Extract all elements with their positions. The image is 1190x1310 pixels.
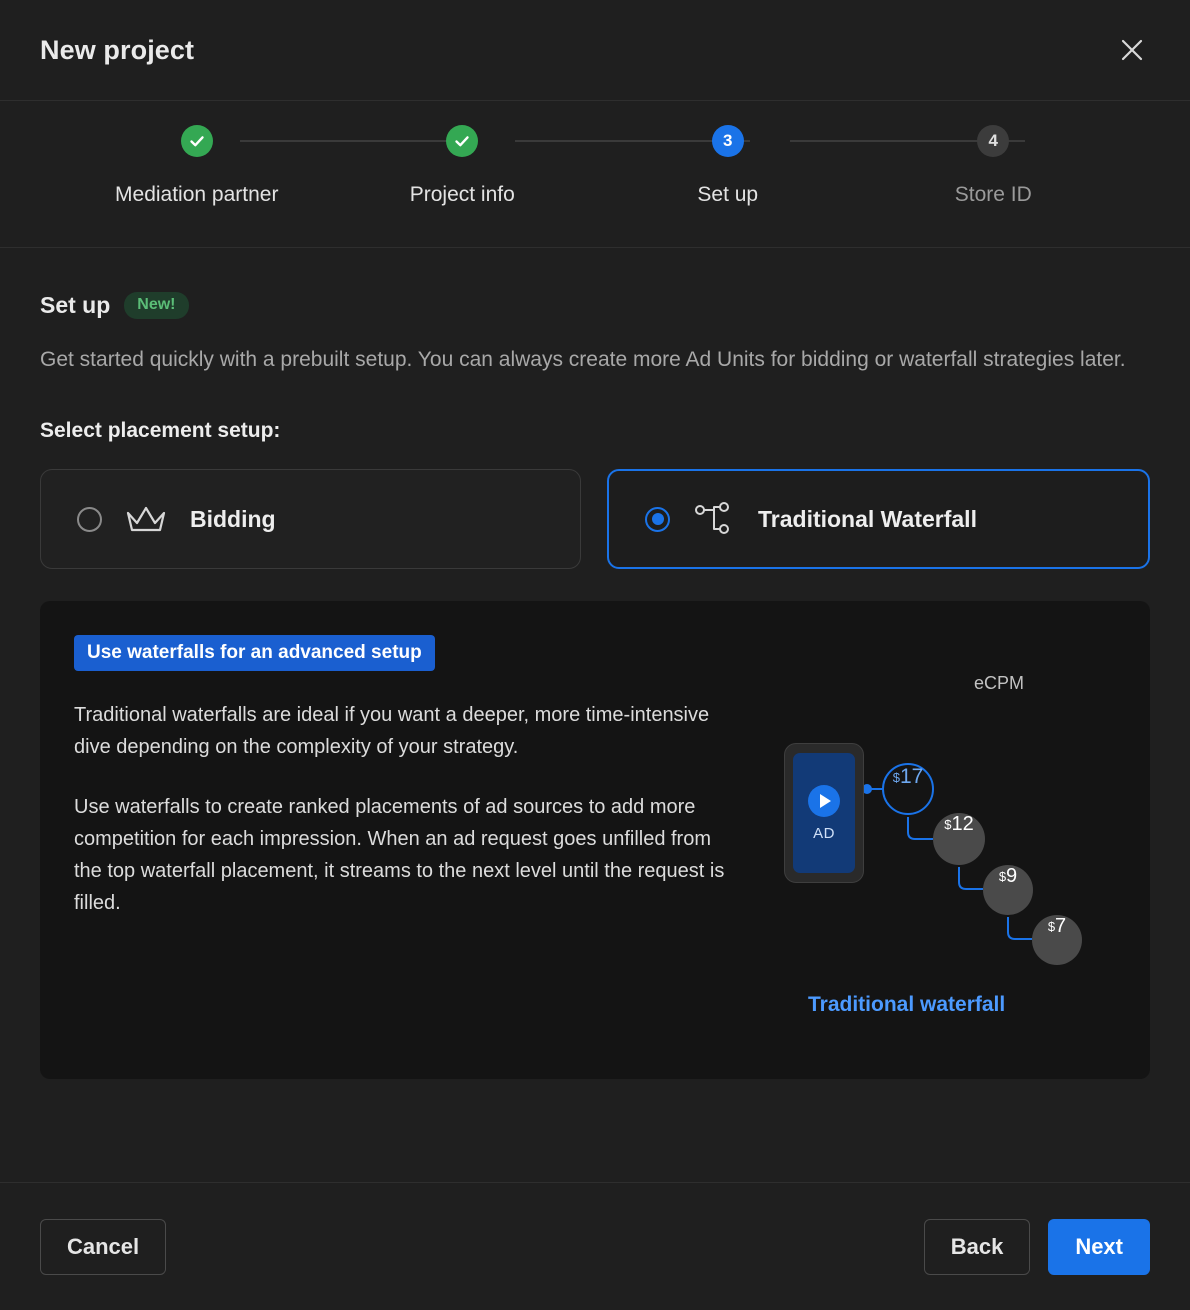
status-badge: New! <box>124 292 188 319</box>
placement-options <box>40 469 1150 569</box>
next-button[interactable]: Next <box>1048 1219 1150 1275</box>
section-description: Get started quickly with a prebuilt setup. You can always create more Ad Units for bidding or waterfall strategies later. <box>40 348 1126 371</box>
stepper-step-set-up[interactable] <box>595 125 861 207</box>
ecpm-bubble-4-currency: $ <box>1047 919 1056 935</box>
waterfall-nodes-icon <box>692 501 736 537</box>
info-paragraph-1: Traditional waterfalls are ideal if you want a deeper, more time-intensive dive depending on the complexity of your strategy. <box>74 704 710 759</box>
radio-bidding[interactable] <box>77 507 102 532</box>
dialog-body <box>0 248 1190 1182</box>
step-label-2: Project info <box>409 183 515 206</box>
option-label-bidding: Bidding <box>190 505 276 532</box>
option-bidding[interactable] <box>40 469 581 569</box>
phone-ad-label: AD <box>813 824 835 842</box>
phone-mockup <box>784 743 864 883</box>
wizard-stepper <box>0 101 1190 248</box>
cancel-button[interactable]: Cancel <box>40 1219 166 1275</box>
page-title: New project <box>40 34 195 65</box>
close-icon[interactable] <box>1110 28 1154 72</box>
section-title: Set up <box>40 292 111 318</box>
radio-traditional-waterfall[interactable] <box>645 507 670 532</box>
stepper-step-store-id[interactable] <box>861 125 1127 207</box>
step-indicator-4: 4 <box>977 125 1009 157</box>
stepper-steps <box>0 125 1190 207</box>
info-paragraph-2: Use waterfalls to create ranked placements of ad sources to add more competition for each impression. When an ad request goes unfilled from the top waterfall placement, it streams to the next level until the request is filled. <box>74 796 725 915</box>
ecpm-bubble-2-currency: $ <box>944 817 952 833</box>
select-placement-label: Select placement setup: <box>40 419 281 443</box>
ecpm-bubble-3-currency: $ <box>998 869 1007 885</box>
ecpm-bubble-1-value: 17 <box>899 765 924 789</box>
section-title-row <box>40 292 1150 319</box>
option-label-traditional-waterfall: Traditional Waterfall <box>758 505 977 532</box>
step-indicator-2 <box>446 125 478 157</box>
footer-actions <box>924 1219 1150 1275</box>
step-label-1: Mediation partner <box>115 183 279 206</box>
back-button[interactable]: Back <box>924 1219 1031 1275</box>
step-label-3: Set up <box>697 183 759 206</box>
crown-icon <box>124 503 168 535</box>
dialog-header <box>0 0 1190 101</box>
stepper-step-mediation-partner[interactable] <box>64 125 330 207</box>
ecpm-bubble-4-value: 7 <box>1055 915 1067 938</box>
diagram-caption: Traditional waterfall <box>808 993 1006 1017</box>
ecpm-bubble-2-value: 12 <box>951 813 974 836</box>
ecpm-label: eCPM <box>974 673 1025 694</box>
play-icon <box>808 785 840 817</box>
stepper-step-project-info[interactable] <box>330 125 596 207</box>
option-traditional-waterfall[interactable] <box>607 469 1150 569</box>
info-panel <box>40 601 1150 1079</box>
step-indicator-1 <box>181 125 213 157</box>
waterfall-diagram <box>784 635 1114 1079</box>
ecpm-bubble-3-value: 9 <box>1006 865 1018 888</box>
info-panel-tag: Use waterfalls for an advanced setup <box>74 635 435 671</box>
step-label-4: Store ID <box>954 183 1032 206</box>
info-panel-text <box>74 635 764 1079</box>
phone-screen <box>793 753 855 873</box>
dialog-footer <box>0 1182 1190 1310</box>
step-indicator-3: 3 <box>712 125 744 157</box>
ecpm-bubble-1-currency: $ <box>892 770 900 786</box>
